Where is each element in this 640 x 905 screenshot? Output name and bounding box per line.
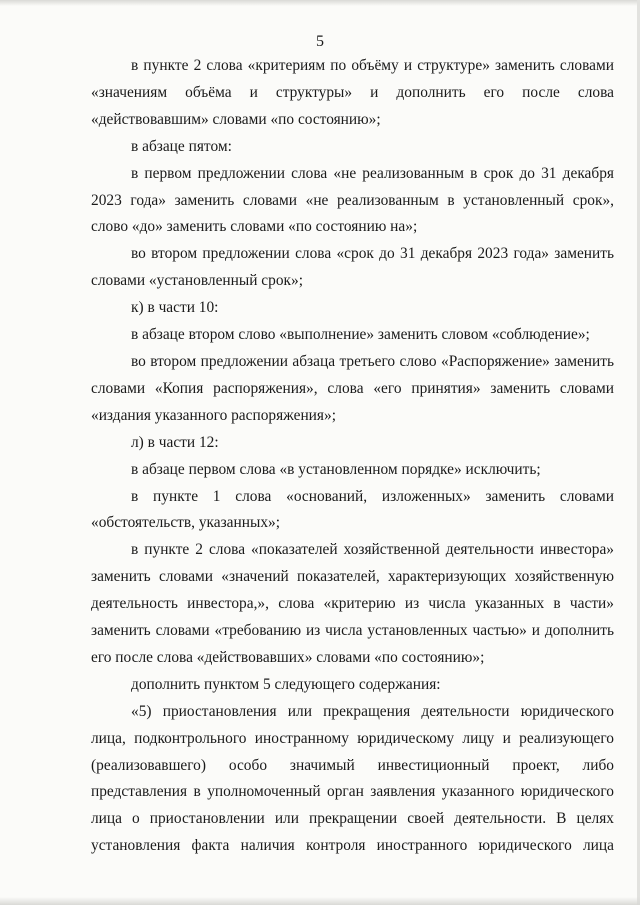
- paragraph: л) в части 12:: [131, 433, 219, 451]
- paragraph: в абзаце втором слово «выполнение» заменить словом «соблюдение»;: [131, 326, 590, 344]
- document-body: [91, 53, 614, 860]
- paragraph: к) в части 10:: [131, 299, 219, 317]
- paragraph: в пункте 2 слова «показателей хозяйственной деятельности инвестора» заменить словами «значений показателей, характеризующих хозяйственную деятельность инвестора,», слова «критерию из числа указанных в части» заменить словами «требованию из числа установленных частью» и дополнить его после слова «действовавших» словами «по состоянию»;: [91, 541, 614, 666]
- scan-edge-top: [0, 0, 640, 6]
- paragraph: во втором предложении абзаца третьего слово «Распоряжение» заменить словами «Копия распоряжения», слова «его принятия» заменить словами «издания указанного распоряжения»;: [91, 352, 614, 424]
- paragraph: в первом предложении слова «не реализованным в срок до 31 декабря 2023 года» заменить словами «не реализованным в установленный срок», слово «до» заменить словами «по состоянию на»;: [91, 164, 614, 236]
- scan-edge-bottom: [0, 897, 640, 905]
- paragraph: дополнить пунктом 5 следующего содержания:: [131, 675, 441, 693]
- paragraph: «5) приостановления или прекращения деятельности юридического лица, подконтрольного иностранному юридическому лицу и реализующего (реализовавшего) особо значимый инвестиционный проект, либо представления в уполномоченный орган заявления указанного юридического лица о приостановлении или прекращении своей деятельности. В целях установления факта наличия контроля иностранного юридического лица: [91, 702, 614, 855]
- paragraph: в абзаце пятом:: [131, 137, 232, 155]
- paragraph: в абзаце первом слова «в установленном порядке» исключить;: [131, 460, 541, 478]
- paragraph: в пункте 2 слова «критериям по объёму и структуре» заменить словами «значениям объёма и структуры» и дополнить его после слова «действовавшим» словами «по состоянию»;: [91, 57, 614, 128]
- paragraph: во втором предложении слова «срок до 31 декабря 2023 года» заменить словами «установленный срок»;: [91, 245, 614, 290]
- paragraph: в пункте 1 слова «оснований, изложенных» заменить словами «обстоятельств, указанных»;: [91, 487, 614, 532]
- page-number: 5: [316, 33, 324, 50]
